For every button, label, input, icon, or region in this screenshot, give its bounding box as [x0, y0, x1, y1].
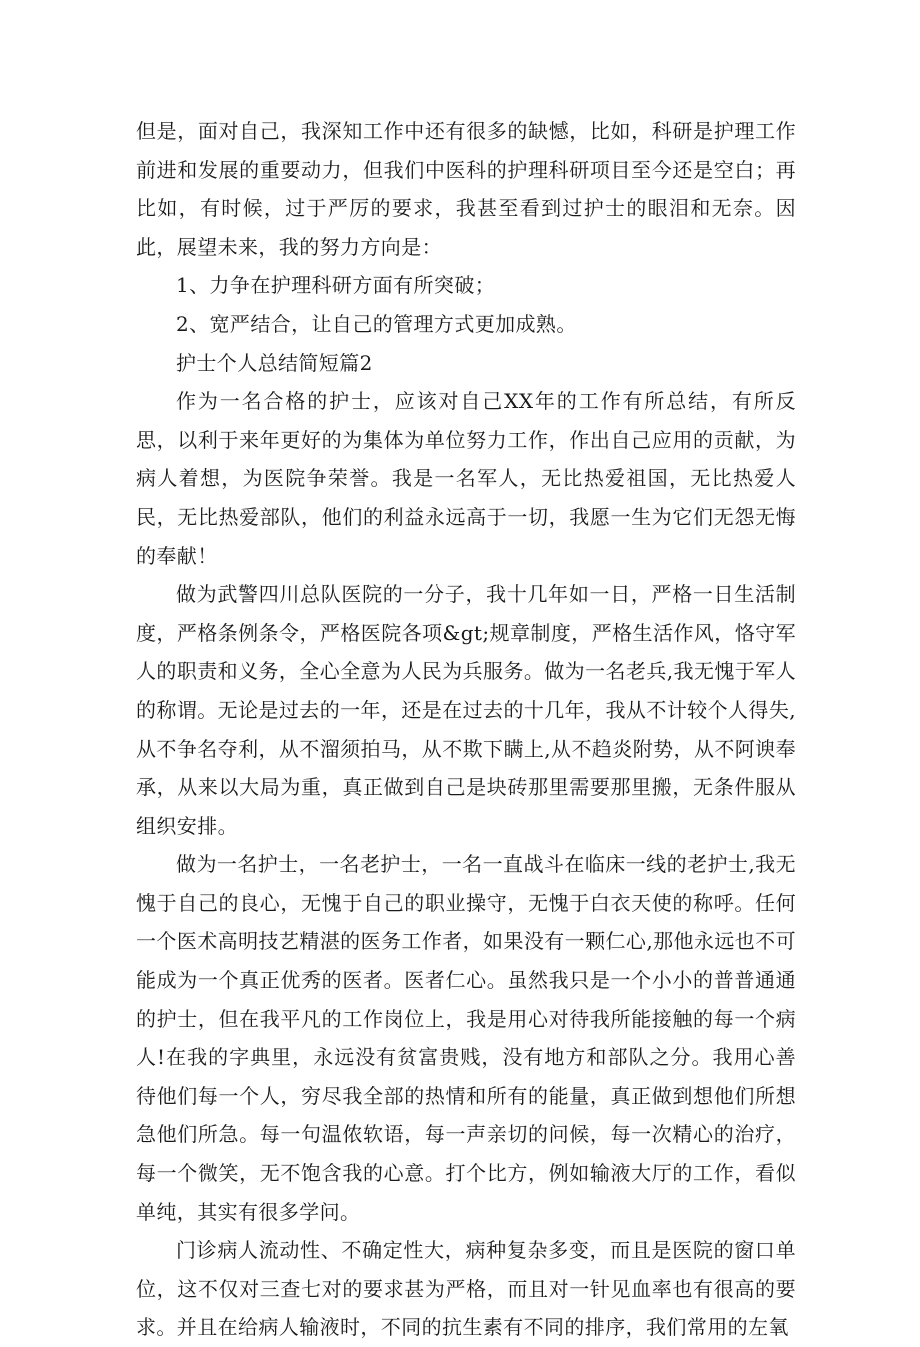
list-item-management: 2、宽严结合，让自己的管理方式更加成熟。 [176, 311, 577, 336]
paragraph-qualified-nurse: 作为一名合格的护士，应该对自己XX年的工作有所总结，有所反思，以利于来年更好的为集体为单位努力工作，作出自己应用的贡献，为病人着想，为医院争荣誉。我是一名军人，无比热爱祖国，无比热爱人民，无比热爱部队，他们的利益永远高于一切，我愿一生为它们无怨无悔的奉献！ [136, 389, 796, 568]
paragraph-outpatient: 门诊病人流动性、不确定性大，病种复杂多变，而且是医院的窗口单位，这不仅对三查七对的要求甚为严格，而且对一针见血率也有很高的要求。并且在给病人输液时，不同的抗生素有不同的排序，我们常用的左氧 [136, 1238, 796, 1340]
paragraph-improvement-intro: 但是，面对自己，我深知工作中还有很多的缺憾，比如，科研是护理工作前进和发展的重要动力，但我们中医科的护理科研项目至今还是空白；再比如，有时候，过于严厉的要求，我甚至看到过护士的眼泪和无奈。因此，展望未来，我的努力方向是： [136, 119, 796, 259]
section-heading: 护士个人总结简短篇2 [176, 350, 373, 375]
document-body [136, 112, 796, 1347]
list-item-research: 1、力争在护理科研方面有所突破； [176, 273, 496, 298]
paragraph-veteran-nurse: 做为一名护士，一名老护士，一名一直战斗在临床一线的老护士,我无愧于自己的良心，无愧于自己的职业操守，无愧于白衣天使的称呼。任何一个医术高明技艺精湛的医务工作者，如果没有一颗仁心,那他永远也不可能成为一个真正优秀的医者。医者仁心。虽然我只是一个小小的普普通通的护士，但在我平凡的工作岗位上，我是用心对待我所能接触的每一个病人!在我的字典里，永远没有贫富贵贱，没有地方和部队之分。我用心善待他们每一个人，穷尽我全部的热情和所有的能量，真正做到想他们所想急他们所急。每一句温侬软语，每一声亲切的问候，每一次精心的治疗，每一个微笑，无不饱含我的心意。打个比方，例如输液大厅的工作，看似单纯，其实有很多学问。 [136, 852, 796, 1224]
paragraph-hospital-member: 做为武警四川总队医院的一分子，我十几年如一日，严格一日生活制度，严格条例条令，严格医院各项&gt;规章制度，严格生活作风，恪守军人的职责和义务，全心全意为人民为兵服务。做为一名老兵,我无愧于军人的称谓。无论是过去的一年，还是在过去的十几年，我从不计较个人得失,从不争名夺利，从不溜须拍马，从不欺下瞒上,从不趋炎附势，从不阿谀奉承，从来以大局为重，真正做到自己是块砖那里需要那里搬，无条件服从组织安排。 [136, 582, 796, 838]
